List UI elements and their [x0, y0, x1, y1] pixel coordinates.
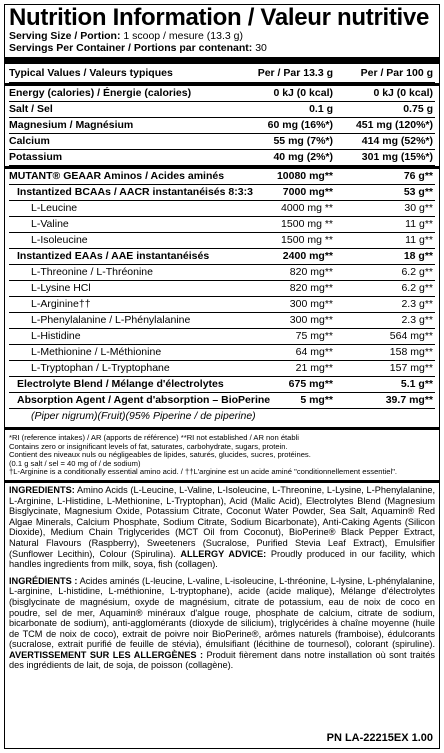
table-row-piper — [9, 409, 435, 424]
row-value-per-serving: 820 mg** — [289, 282, 333, 294]
row-value-per-100g: 5.1 g** — [400, 378, 433, 390]
table-row-electrolyte — [9, 377, 435, 393]
row-value-per-100g: 6.2 g** — [401, 266, 433, 278]
row-label: MUTANT® GEAAR Aminos / Acides aminés — [9, 170, 225, 182]
table-row — [9, 313, 435, 329]
product-number: PN LA-22215EX 1.00 — [326, 732, 433, 744]
table-row — [9, 345, 435, 361]
row-label: Salt / Sel — [9, 103, 53, 115]
row-value-per-serving: 75 mg** — [295, 330, 333, 342]
row-value-per-serving: 1500 mg ** — [281, 234, 333, 246]
footnote: Contains zero or insignificant levels of fat, saturates, carbohydrate, sugars, protein. — [9, 441, 288, 451]
row-label: Instantized EAAs / AAE instantanéisés — [17, 250, 210, 262]
nutrition-label — [4, 4, 440, 749]
table-row — [9, 297, 435, 313]
table-row — [9, 102, 435, 118]
label-title: Nutrition Information / Valeur nutritive — [9, 4, 430, 31]
row-value-per-serving: 10080 mg** — [276, 170, 333, 182]
row-value-per-serving: 300 mg** — [289, 314, 333, 326]
ingredients-en-key: INGREDIENTS: — [9, 484, 75, 495]
table-row-bcaa — [9, 185, 435, 201]
row-value-per-serving: 1500 mg ** — [281, 218, 333, 230]
row-value-per-100g: 564 mg** — [389, 330, 433, 342]
row-label: Potassium — [9, 151, 63, 163]
divider-medium — [5, 427, 439, 430]
row-label: Instantized BCAAs / AACR instantanéisés 8:3:3 — [17, 186, 253, 198]
row-label: L-Methionine / L-Méthionine — [31, 346, 162, 358]
servings-label: Servings Per Container / Portions par contenant: — [9, 42, 253, 54]
row-value-per-100g: 11 g** — [405, 234, 433, 246]
row-label: Energy (calories) / Énergie (calories) — [9, 87, 192, 99]
row-value-per-serving: 2400 mg** — [282, 250, 333, 262]
row-value-per-100g: 301 mg (15%*) — [361, 151, 433, 163]
row-value-per-100g: 53 g** — [403, 186, 433, 198]
row-label: L-Phenylalanine / L-Phénylalanine — [31, 314, 191, 326]
row-label: L-Tryptophan / L-Tryptophane — [31, 362, 170, 374]
allergy-fr-key: AVERTISSEMENT SUR LES ALLERGÈNES : — [9, 649, 204, 660]
table-row-absorption — [9, 393, 435, 409]
footnote: *RI (reference intakes) / AR (apports de référence) **RI not established / AR non établi — [9, 433, 299, 442]
row-value-per-serving: 0 kJ (0 kcal) — [273, 87, 333, 99]
row-value-per-serving: 5 mg** — [300, 394, 333, 406]
row-value-per-serving: 820 mg** — [289, 266, 333, 278]
row-label: L-Leucine — [31, 202, 78, 214]
table-row — [9, 281, 435, 297]
row-value-per-100g: 6.2 g** — [401, 282, 433, 294]
row-label: L-Threonine / L-Thréonine — [31, 266, 153, 278]
row-value-per-100g: 414 mg (52%*) — [361, 135, 433, 147]
table-row — [9, 150, 435, 166]
row-label: Electrolyte Blend / Mélange d'électrolytes — [17, 378, 224, 390]
allergy-en-text: Proudly produced in our facility, which handles ingredients from milk, soya, fish (collagen). — [9, 548, 436, 570]
row-label: Absorption Agent / Agent d'absorption – BioPerine — [17, 394, 271, 406]
table-row — [9, 361, 435, 377]
row-value-per-100g: 2.3 g** — [401, 298, 433, 310]
row-value-per-serving: 7000 mg** — [282, 186, 333, 198]
row-value-per-100g: 18 g** — [403, 250, 433, 262]
row-value-per-serving: 55 mg (7%*) — [273, 135, 333, 147]
row-value-per-100g: 0 kJ (0 kcal) — [373, 87, 433, 99]
row-value-per-100g: 76 g** — [403, 170, 433, 182]
table-row-aminos — [9, 169, 435, 185]
row-value-per-serving: 40 mg (2%*) — [273, 151, 333, 163]
table-row — [9, 217, 435, 233]
serving-size-value: 1 scoop / mesure (13.3 g) — [120, 30, 243, 42]
table-row — [9, 329, 435, 345]
row-label: Calcium — [9, 135, 50, 147]
table-row-eaa — [9, 249, 435, 265]
row-label: L-Arginine†† — [31, 298, 91, 310]
divider-medium — [5, 480, 439, 483]
row-value-per-serving: 4000 mg ** — [281, 202, 333, 214]
servings-value: 30 — [252, 42, 267, 54]
header-col1: Per / Par 13.3 g — [257, 67, 333, 79]
ingredients-fr-key: INGRÉDIENTS : — [9, 575, 78, 586]
table-row — [9, 118, 435, 134]
row-value-per-serving: 300 mg** — [289, 298, 333, 310]
footnotes — [9, 434, 435, 477]
servings-per-container — [9, 42, 435, 54]
row-value-per-serving: 64 mg** — [295, 346, 333, 358]
ingredients-fr-text: Acides aminés (L-leucine, L-valine, L-isoleucine, L-thréonine, L-lysine, L-phénylalanine, L-arginine, L-histidine, L-méthionine, L-tryptophane), acide (acide malique), Mélange d'électrolytes (bisglycinate de magnésium, oxyde de magnésium, citrate de potassium, eau de noix de coco en poudre, sel de mer, Aquamin® minéraux d'algue rouge, phosphate de calcium, citrate de sodium, bicarbonate de sodium), anti-agglomérants (dioxyde de silicium), triglycérides à chaîne moyenne (huile de TCM de noix de coco), extrait de poivre noir BioPerine®, arômes naturels (framboise), édulcorants (sucralose, extrait purifié de feuille de stévia), émulsifiant (lécithine de tournesol), colorant (spiruline). — [9, 575, 435, 650]
serving-size-label: Serving Size / Portion: — [9, 30, 121, 42]
footnote: Contient des niveaux nuls ou négligeables de lipides, saturés, glucides, sucres, protéines. — [9, 450, 311, 460]
header-col2: Per / Par 100 g — [360, 67, 433, 79]
row-value-per-100g: 39.7 mg** — [385, 394, 433, 406]
row-label: L-Lysine HCl — [31, 282, 91, 294]
row-value-per-100g: 158 mg** — [389, 346, 433, 358]
row-value-per-100g: 30 g** — [404, 202, 433, 214]
allergy-fr-text: Produit fièrement dans notre installation où sont traités des ingrédients de lait, de soja, de poisson (collagène). — [9, 649, 435, 671]
row-value-per-serving: 60 mg (16%*) — [267, 119, 333, 131]
ingredients-french — [9, 576, 435, 671]
row-label: Magnesium / Magnésium — [9, 119, 134, 131]
table-row — [9, 265, 435, 281]
row-value-per-serving: 21 mg** — [295, 362, 333, 374]
table-row — [9, 201, 435, 217]
table-row — [9, 134, 435, 150]
serving-size — [9, 30, 435, 42]
row-value-per-100g: 0.75 g — [403, 103, 433, 115]
piper-note: (Piper nigrum)(Fruit)(95% Piperine / de piperine) — [31, 410, 256, 422]
table-header — [9, 64, 435, 83]
divider-thick — [5, 57, 439, 64]
row-value-per-100g: 451 mg (120%*) — [355, 119, 433, 131]
footnote: (0.1 g salt / sel = 40 mg of / de sodium) — [9, 458, 141, 468]
row-value-per-100g: 11 g** — [405, 218, 433, 230]
row-label: L-Histidine — [31, 330, 81, 342]
row-label: L-Isoleucine — [31, 234, 88, 246]
row-value-per-100g: 157 mg** — [389, 362, 433, 374]
table-row — [9, 233, 435, 249]
table-row — [9, 86, 435, 102]
row-value-per-serving: 675 mg** — [288, 378, 333, 390]
footnote: †L-Arginine is a conditionally essential amino acid. / ††L'arginine est un acide aminé "conditionnellement essentiel". — [9, 467, 398, 477]
ingredients-en-text: Amino Acids (L-Leucine, L-Valine, L-Isoleucine, L-Threonine, L-Lysine, L-Phenylalanine, L-Arginine, L-Histidine, L-Methionine, L-Tryptophan), Acid (Malic Acid), Electrolytes Blend (Magnesium Bisglycinate, Magnesium Oxide, Potassium Citrate, Coconut Water Powder, Sea Salt, Aquamin® Red Algae Minerals, Calcium Phosphate, Sodium Citrate, Sodium Bicarbonate), Anti-Caking Agents (Silicon Dioxide), Medium Chain Triglycerides (MCT Oil from Coconut), BioPerine® Black Pepper Extract, Natural Flavours (Raspberry), Sweeteners (Sucralose, Purified Stevia Leaf Extract), Emulsifier (Sunflower Lecithin), Colour (Spirulina). — [9, 484, 435, 559]
ingredients-english — [9, 485, 435, 570]
allergy-en-key: ALLERGY ADVICE: — [180, 548, 267, 559]
row-value-per-serving: 0.1 g — [309, 103, 333, 115]
row-label: L-Valine — [31, 218, 69, 230]
header-label: Typical Values / Valeurs typiques — [9, 67, 173, 79]
row-value-per-100g: 2.3 g** — [401, 314, 433, 326]
